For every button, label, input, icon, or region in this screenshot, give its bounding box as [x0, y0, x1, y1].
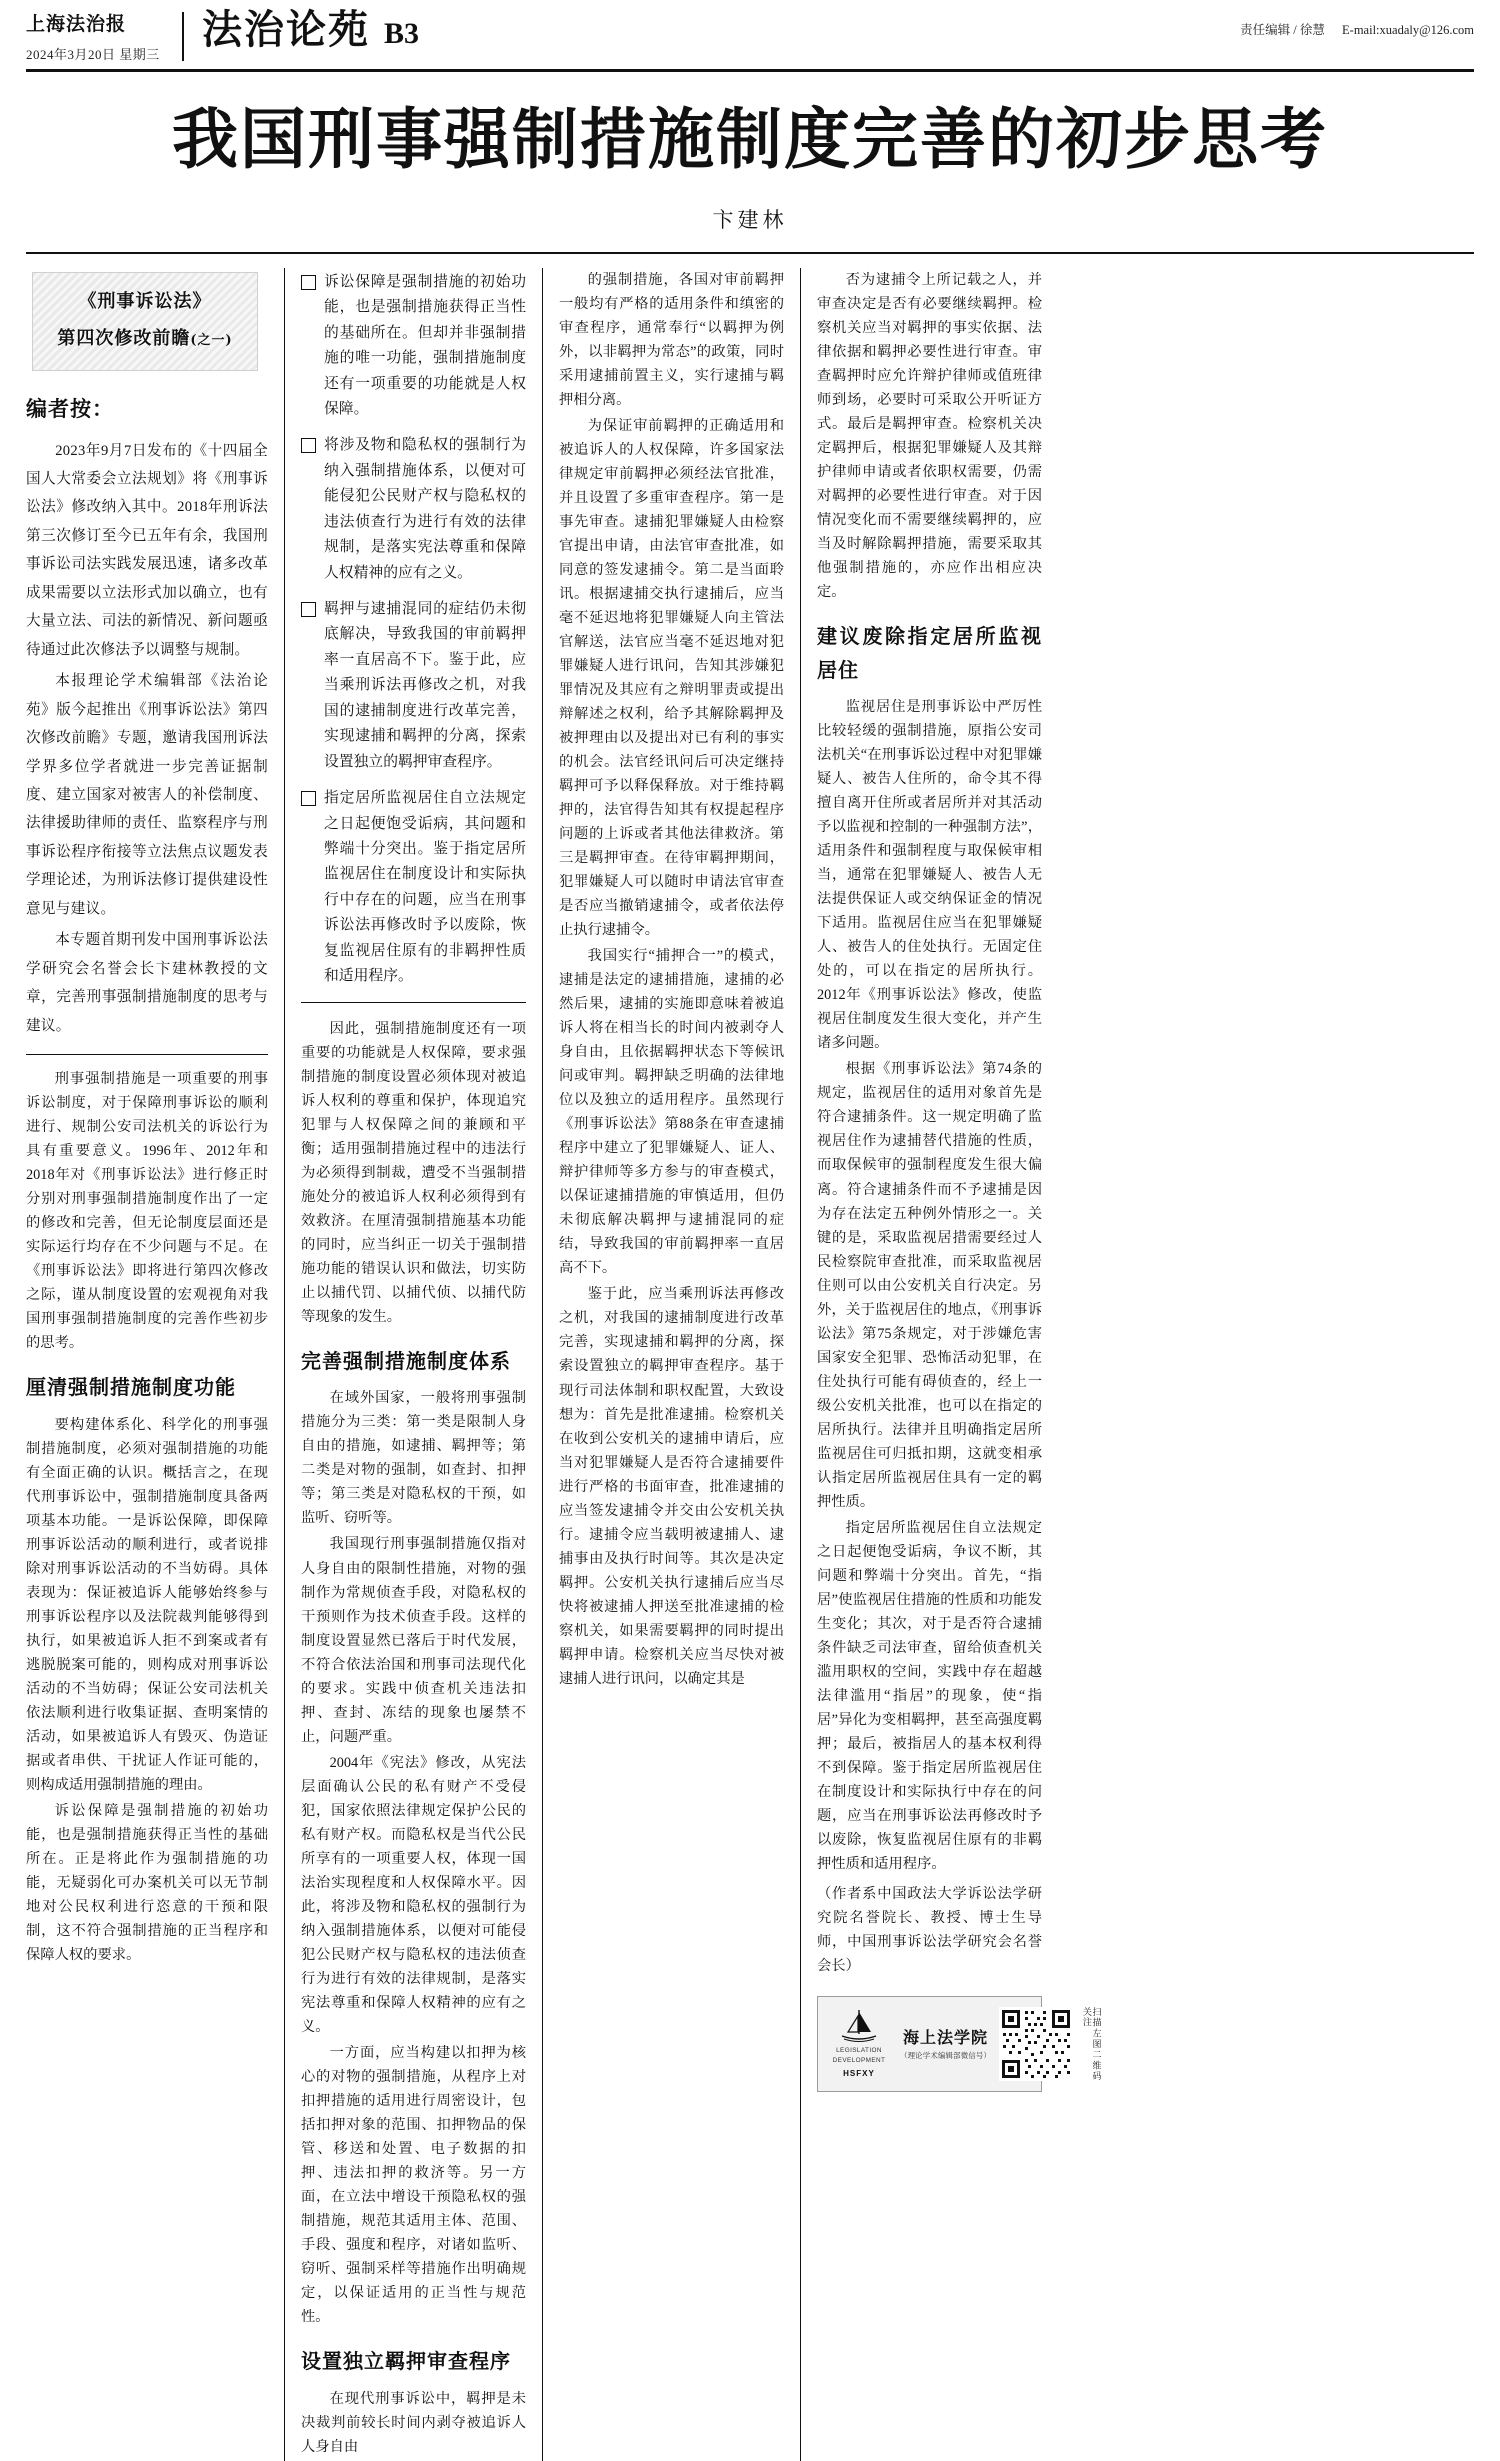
list-item — [301, 433, 526, 586]
paragraph: 诉讼保障是强制措施的初始功能，也是强制措施获得正当性的基础所在。正是将此作为强制措施的功能，无疑弱化可办案机关可以无节制地对公民权利进行恣意的干预和限制，这不符合强制措施的正当程序和保障人权的要求。 — [26, 1803, 268, 1964]
emblem-english-text: LEGISLATION DEVELOPMENT — [832, 2046, 886, 2065]
brand-name — [900, 2028, 991, 2060]
section-heading-system: 完善强制措施制度体系 — [301, 1348, 511, 1373]
qr-code[interactable] — [999, 2007, 1073, 2081]
paragraph: 因此，强制措施制度还有一项重要的功能就是人权保障，要求强制措施的制度设置必须体现对被追诉人权利的尊重和保护，体现追究犯罪与人权保障之间的兼顾和平衡；适用强制措施过程中的违法行为必须得到制裁，遭受不当强制措施处分的被追诉人权利必须得到有效救济。在厘清强制措施基本功能的同时，应当纠正一切关于强制措施功能的错误认识和做法，切实防止以捕代罚、以捕代侦、以捕代防等现象的发生。 — [301, 1020, 526, 1325]
paragraph: 在现代刑事诉讼中，羁押是未决裁判前较长时间内剥夺被追诉人人身自由 — [301, 2390, 526, 2455]
column-1 — [26, 268, 284, 2461]
newspaper-name: 上海法治报 — [26, 13, 127, 35]
qr-code-icon — [999, 2007, 1073, 2081]
list-item-text: 诉讼保障是强制措施的初始功能，也是强制措施获得正当性的基础所在。但却并非强制措施的唯一功能，强制措施制度还有一项重要的功能就是人权保障。 — [324, 273, 526, 417]
list-item-text: 羁押与逮捕混同的症结仍未彻底解决，导致我国的审前羁押率一直居高不下。鉴于此，应当乘刑诉法再修改之机，对我国的逮捕制度进行改革完善，实现逮捕和羁押的分离，探索设置独立的羁押审查程序。 — [324, 601, 526, 770]
emblem-abbreviation: HSFXY — [843, 2069, 875, 2079]
paragraph: 根据《刑事诉讼法》第74条的规定，监视居住的适用对象首先是符合逮捕条件。这一规定明确了监视居住作为逮捕替代措施的性质，而取保候审的强制程度发生很大偏离。符合逮捕条件而不予逮捕是因为存在法定五种例外情形之一。关键的是，采取监视居措需要经过人民检察院审查批准，而采取监视居住则可以由公安机关自行决定。另外，关于监视居住的地点，《刑事诉讼法》第75条规定，对于涉嫌危害国家安全犯罪、恐怖活动犯罪，在住处执行可能有碍侦查的，经上一级公安机关批准，也可以在指定的居所执行。法律并且明确指定居所监视居住可归抵扣期，这就变相承认指定居所监视居住具有一定的羁押性质。 — [817, 1061, 1042, 1510]
checkbox-icon — [301, 602, 316, 617]
paragraph: 我国实行“捕押合一”的模式，逮捕是法定的逮捕措施，逮捕的必然后果，逮捕的实施即意味着被追诉人将在相当长的时间内被剥夺人身自由，且依据羁押状态下等候讯问或审判。羁押缺乏明确的法律地位以及独立的适用程序。虽然现行《刑事诉讼法》第88条在审查逮捕程序中建立了犯罪嫌疑人、证人、辩护律师等多方参与的审查模式，以保证逮捕措施的审慎适用，但仍未彻底解决羁押与逮捕混同的症结，导致我国的审前羁押率一直居高不下。 — [559, 948, 784, 1277]
brand-name-sub: （理论学术编辑部微信号） — [900, 2050, 992, 2060]
editor-note-label: 编者按： — [26, 396, 114, 422]
brand-name-cn: 海上法学院 — [903, 2027, 989, 2047]
section-title: 法治论苑 — [202, 6, 370, 53]
series-badge — [32, 272, 258, 371]
article-headline: 我国刑事强制措施制度完善的初步思考 — [172, 99, 1328, 178]
masthead — [26, 0, 1474, 72]
sailboat-icon — [837, 2008, 881, 2044]
paragraph: 要构建体系化、科学化的刑事强制措施制度，必须对强制措施的功能有全面正确的认识。概括言之，在现代刑事诉讼中，强制措施制度具备两项基本功能。一是诉讼保障，即保障刑事诉讼活动的顺利进行，或者说排除对刑事诉讼活动的不当妨碍。具体表现为：保证被追诉人能够始终参与刑事诉讼程序以及法院裁判能够得到执行，如果被追诉人拒不到案或者有逃脱脱案可能的，则构成对刑事诉讼活动的不当妨碍；保证公安司法机关依法顺利进行收集证据、查明案情的活动，如果被追诉人有毁灭、伪造证据或者串供、干扰证人作证可能的，则构成适用强制措施的理由。 — [26, 1416, 268, 1794]
column-2 — [284, 268, 542, 2461]
law-school-emblem — [826, 2008, 892, 2081]
column-3 — [542, 268, 800, 2461]
summary-bullet-list — [301, 270, 526, 990]
editor-note-paragraph: 2023年9月7日发布的《十四届全国人大常委会立法规划》将《刑事诉讼法》修改纳入其中。2018年刑诉法第三次修订至今已五年有余，我国刑事诉讼司法实践发展迅速，诸多改革成果需要以立法形式加以确立，也有大量立法、司法的新情况、新问题亟待通过此次修法予以调整与规制。 — [26, 442, 268, 658]
list-item — [301, 786, 526, 990]
paragraph: 我国现行刑事强制措施仅指对人身自由的限制性措施，对物的强制作为常规侦查手段，对隐私权的干预则作为技术侦查手段。这样的制度设置显然已落后于时代发展，不符合依法治国和刑事司法现代化的要求。实践中侦查机关违法扣押、查封、冻结的现象也屡禁不止，问题严重。 — [301, 1536, 526, 1745]
section-title-wrap — [202, 6, 1226, 53]
series-line-1: 《刑事诉讼法》 — [78, 290, 212, 312]
responsible-editor: 责任编辑 / 徐慧 — [1240, 23, 1325, 37]
paragraph: 2004年《宪法》修改，从宪法层面确认公民的私有财产不受侵犯，国家依照法律规定保护公民的私有财产权。而隐私权是当代公民所享有的一项重要人权，体现一国法治实现程度和人权保障水平。因此，将涉及物和隐私权的强制行为纳入强制措施体系，以便对可能侵犯公民财产权与隐私权的违法侦查行为进行有效的法律规制，是落实宪法尊重和保障人权精神的应有之义。 — [301, 1754, 526, 2035]
series-line-2-text: 第四次修改前瞻 — [57, 328, 191, 350]
paragraph: 指定居所监视居住自立法规定之日起便饱受诟病，争议不断，其问题和弊端十分突出。首先，“指居”使监视居住措施的性质和功能发生变化；其次，对于是否符合逮捕条件缺乏司法审查，留给侦查机关滥用职权的空间，实践中存在超越法律滥用“指居”的现象，使“指居”异化为变相羁押，甚至高强度羁押；最后，被指居人的基本权利得不到保障。鉴于指定居所监视居住在制度设计和实际执行中存在的问题，应当在刑事诉讼法再修改时予以废除，恢复监视居住原有的非羁押性质和适用程序。 — [817, 1519, 1042, 1872]
list-item-text: 将涉及物和隐私权的强制行为纳入强制措施体系，以便对可能侵犯公民财产权与隐私权的违法侦查行为进行有效的法律规制，是落实宪法尊重和保障人权精神的应有之义。 — [324, 437, 526, 581]
article-byline: 卞建林 — [712, 207, 788, 232]
list-item — [301, 597, 526, 775]
page-number: B3 — [384, 17, 420, 50]
editor-note-rule — [26, 1054, 268, 1055]
paragraph: 鉴于此，应当乘刑诉法再修改之机，对我国的逮捕制度进行改革完善，实现逮捕和羁押的分离，探索设置独立的羁押审查程序。基于现行司法体制和职权配置，大致设想为：首先是批准逮捕。检察机关在收到公安机关的逮捕申请后，应当对犯罪嫌疑人是否符合逮捕要件进行严格的书面审查，批准逮捕的应当签发逮捕令并交由公安机关执行。逮捕令应当载明被逮捕人、逮捕事由及执行时间等。其次是决定羁押。公安机关执行逮捕后应当尽快将被逮捕人押送至批准逮捕的检察机关，如果需要羁押的同时提出羁押申请。检察机关应当尽快对被逮捕人进行讯问，以确定其是 — [559, 1286, 784, 1687]
article-body — [26, 254, 1474, 2461]
editor-note — [26, 437, 268, 1041]
paragraph: 刑事强制措施是一项重要的刑事诉讼制度，对于保障刑事诉讼的顺利进行、规制公安司法机关的诉讼行为具有重要意义。1996年、2012年和2018年对《刑事诉讼法》进行修正时分别对刑事强制措施制度作出了一定的修改和完善，但无论制度层面还是实际运行均存在不少问题与不足。在《刑事诉讼法》即将进行第四次修改之际，谨从制度设置的宏观视角对我国刑事强制措施制度的完善作些初步的思考。 — [26, 1071, 268, 1352]
paragraph: 一方面，应当构建以扣押为核心的对物的强制措施，从程序上对扣押措施的适用进行周密设计，包括扣押对象的范围、扣押物品的保管、移送和处置、电子数据的扣押、违法扣押的救济等。另一方面，在立法中增设干预隐私权的强制措施，规范其适用主体、范围、手段、强度和程序，对诸如监听、窃听、强制采样等措施作出明确规定，以保证适用的正当性与规范性。 — [301, 2044, 526, 2325]
list-item-text: 指定居所监视居住自立法规定之日起便饱受诟病，其问题和弊端十分突出。鉴于指定居所监视居住在制度设计和实际执行中存在的问题，应当在刑事诉讼法再修改时予以废除，恢复监视居住原有的非羁押性质和适用程序。 — [324, 790, 526, 985]
editor-email[interactable]: E-mail:xuadaly@126.com — [1342, 23, 1474, 37]
paragraph: 的强制措施，各国对审前羁押一般均有严格的适用条件和缜密的审查程序，通常奉行“以羁押为例外，以非羁押为常态”的政策，同时采用逮捕前置主义，实行逮捕与羁押相分离。 — [559, 271, 784, 408]
checkbox-icon — [301, 275, 316, 290]
paragraph: 为保证审前羁押的正确适用和被追诉人的人权保障，许多国家法律规定审前羁押必须经法官批准，并且设置了多重审查程序。第一是事先审查。逮捕犯罪嫌疑人由检察官提出申请，由法官审查批准，如同意的签发逮捕令。第二是当面聆讯。根据逮捕交执行逮捕后，应当毫不延迟地将犯罪嫌疑人向主管法官解送，法官应当毫不延迟地对犯罪嫌疑人进行讯问，告知其涉嫌犯罪情况及其应有之辩明罪责或提出辩解述之权利，给予其解除羁押及被押理由以及提出对已有利的事实的机会。法官经讯问后可决定继持羁押可予以释保释放。对于维持羁押的，法官得告知其有权提起程序问题的上诉或者其他法律救济。第三是羁押审查。在待审羁押期间，犯罪嫌疑人可以随时申请法官审查是否应当撤销逮捕令，或者依法停止执行逮捕令。 — [559, 417, 784, 939]
summary-rule — [301, 1002, 526, 1003]
section-heading-abolish-residential-surveillance: 建议废除指定居所监视居住 — [817, 624, 1042, 682]
paragraph: 否为逮捕令上所记载之人，并审查决定是否有必要继续羁押。检察机关应当对羁押的事实依据、法律依据和羁押必要性进行审查。审查羁押时应允许辩护律师或值班律师到场，必要时可采取公开听证方式。最后是羁押审查。检察机关决定羁押后，根据犯罪嫌疑人及其辩护律师申请或者依职权需要，仍需对羁押的必要性进行审查。对于因情况变化而不需要继续羁押的，应当及时解除羁押措施，需要采取其他强制措施的，亦应作出相应决定。 — [817, 271, 1042, 600]
column-4 — [800, 268, 1102, 2461]
author-signature: （作者系中国政法大学诉讼法学研究院名誉院长、教授、博士生导师，中国刑事诉讼法学研究会名誉会长） — [817, 1885, 1042, 1974]
editor-note-paragraph: 本专题首期刊发中国刑事诉讼法学研究会名誉会长卞建林教授的文章，完善刑事强制措施制度的思考与建议。 — [26, 932, 268, 1034]
series-line-2 — [41, 324, 249, 354]
section-heading-functions: 厘清强制措施制度功能 — [26, 1375, 236, 1400]
publication-date: 2024年3月20日 星期三 — [26, 46, 160, 62]
footer-brand-block — [817, 1996, 1102, 2092]
paragraph: 监视居住是刑事诉讼中严厉性比较轻缓的强制措施，原指公安司法机关“在刑事诉讼过程中对犯罪嫌疑人、被告人住所的，命令其不得擅自离开住所或者居所并对其活动予以监视和控制的一种强制方法”，适用条件和强制程度与取保候审相当，通常在犯罪嫌疑人、被告人无法提供保证人或交纳保证金的情况下适用。监视居住应当在犯罪嫌疑人、被告人的住处执行。无固定住处的，可以在指定的居所执行。2012年《刑事诉讼法》修改，使监视居住制度发生很大变化，并产生诸多问题。 — [817, 699, 1042, 1052]
section-heading-detention-review: 设置独立羁押审查程序 — [301, 2349, 511, 2373]
editor-note-paragraph: 本报理论学术编辑部《法治论苑》版今起推出《刑事诉讼法》第四次修改前瞻》专题，邀请我国刑诉法学界多位学者就进一步完善证据制度、建立国家对被害人的补偿制度、法律援助律师的责任、监察程序与刑事诉讼程序衔接等立法焦点议题发表学理论述，为刑诉法修订提供建设性意见与建议。 — [26, 673, 268, 917]
paragraph: 在域外国家，一般将刑事强制措施分为三类：第一类是限制人身自由的措施，如逮捕、羁押等；第二类是对物的强制，如查封、扣押等；第三类是对隐私权的干预，如监听、窃听等。 — [301, 1390, 526, 1527]
checkbox-icon — [301, 438, 316, 453]
qr-side-text: 扫描左图二维码关注 — [1081, 2007, 1102, 2082]
list-item — [301, 270, 526, 423]
series-part-number: (之一) — [190, 333, 233, 349]
newspaper-logo — [26, 10, 176, 63]
masthead-credits — [1226, 10, 1474, 38]
masthead-divider — [182, 12, 184, 61]
checkbox-icon — [301, 791, 316, 806]
